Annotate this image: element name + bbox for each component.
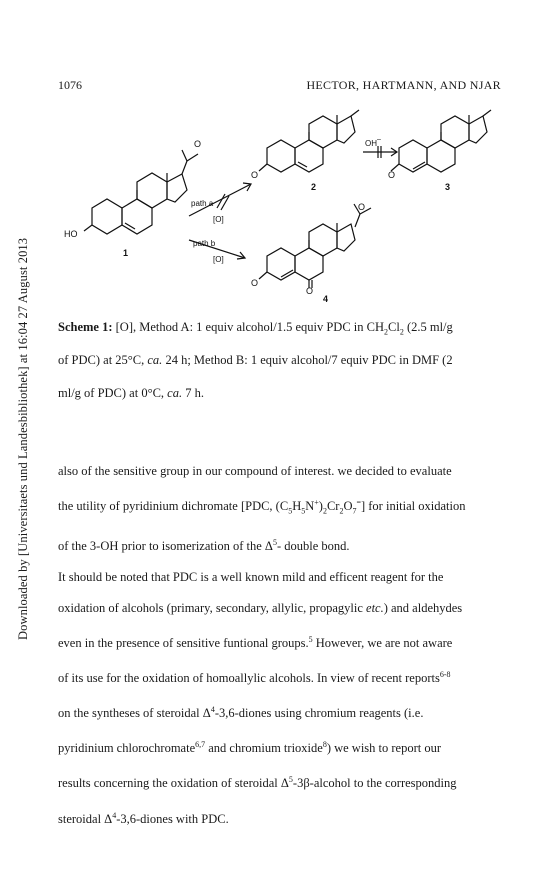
steroid-4 — [259, 204, 371, 288]
steroid-2 — [259, 110, 359, 172]
base-label: OH — [365, 139, 377, 148]
body-line: It should be noted that PDC is a well known mild and efficent reagent for the — [58, 569, 444, 584]
svg-text:–: – — [377, 136, 381, 143]
body-line: results concerning the oxidation of steroidal $\Delta^5-3\beta$-alcohol to the corresponding — [58, 775, 457, 791]
running-title: HECTOR, HARTMANN, AND NJAR — [306, 78, 501, 92]
path-a-oxidant: [O] — [213, 215, 224, 224]
ketone-o-1: O — [194, 139, 202, 149]
body-line: oxidation of alcohols (primary, secondary, allylic, propagylic etc.) and aldehydes — [58, 600, 463, 615]
body-line: even in the presence of sensitive funtional groups.$^5$ However, we are not aware — [58, 634, 453, 650]
page-number: 1076 — [58, 78, 82, 92]
caption-line-2: of PDC) at 25°C, ca. 24 h; Method B: 1 equiv alcohol/7 equiv PDC in DMF (2 — [58, 353, 453, 367]
oxo-o-3: O — [388, 170, 396, 180]
path-b-label: path b — [193, 239, 216, 248]
compound-4-label: 4 — [323, 294, 329, 304]
download-watermark: Downloaded by [Universitaets und Landesbibliothek] at 16:04 27 August 2013 — [16, 237, 30, 640]
caption-label: Scheme 1: — [58, 320, 113, 334]
body-line: steroidal $\Delta^4-3,6$-diones with PDC. — [58, 810, 229, 826]
body-line: pyridinium chlorochromate$^{6,7}$ and chromium trioxide$^8$) we wish to report our — [58, 740, 442, 756]
scheme-caption: Scheme 1: [O], Method A: 1 equiv alcohol/1.5 equiv PDC in $CH_2Cl_2$ (2.5 ml/g — [58, 320, 453, 337]
oxo-o-6: O — [306, 286, 314, 296]
body-line: of its use for the oxidation of homoallylic alcohols. In view of recent reports$^{6-8}$ — [58, 669, 451, 686]
body-line: on the syntheses of steroidal $\Delta^4-3,6$-diones using chromium reagents (i.e. — [58, 705, 424, 721]
steroid-1 — [84, 150, 198, 234]
ketone-o-4: O — [358, 202, 366, 212]
reaction-scheme — [55, 96, 505, 311]
compound-2-label: 2 — [311, 182, 317, 192]
ho-label: HO — [64, 229, 78, 239]
body-line: also of the sensitive group in our compound of interest. we decided to evaluate — [58, 464, 452, 478]
body-paragraph — [58, 456, 498, 835]
steroid-3 — [391, 110, 491, 172]
compound-1-label: 1 — [123, 248, 129, 258]
caption-line-3: ml/g of PDC) at 0°C, ca. 7 h. — [58, 386, 204, 400]
path-a-label: path a — [191, 199, 214, 208]
oxo-o-2: O — [251, 170, 259, 180]
path-b-oxidant: [O] — [213, 255, 224, 264]
oxo-o-4: O — [251, 278, 259, 288]
body-line: the utility of pyridinium dichromate [PDC, $(C_5H_5N^+)_2Cr_2O_7^=$] for initial oxidation — [58, 498, 466, 516]
body-line: of the 3-OH prior to isomerization of the $\Delta^5-$ double bond. — [58, 537, 350, 553]
compound-3-label: 3 — [445, 182, 451, 192]
